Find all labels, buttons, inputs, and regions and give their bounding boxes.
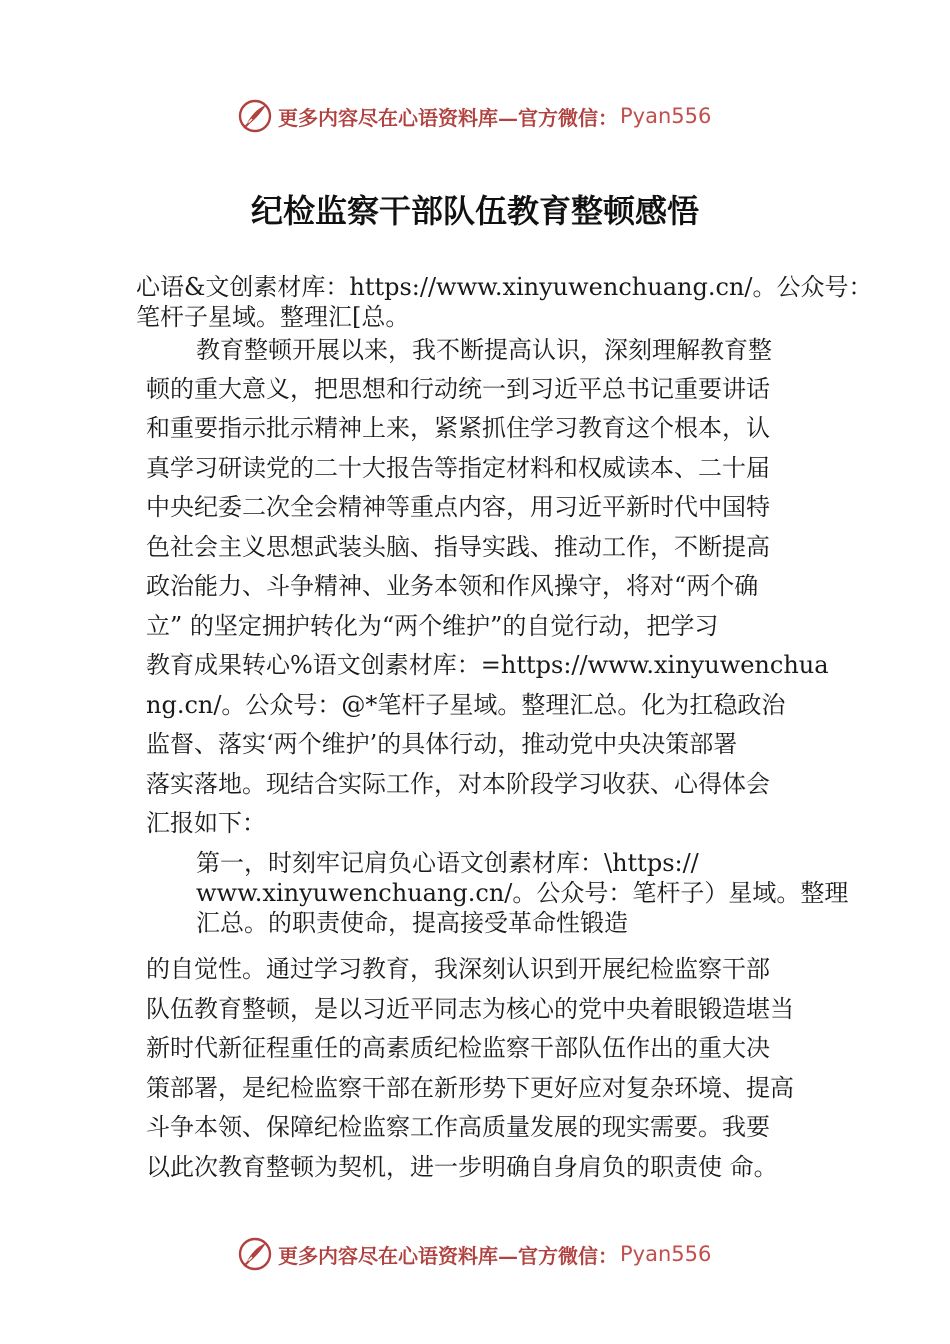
- text-line: 监督、落实‘两个维护’的具体行动，推动党中央决策部署: [146, 730, 738, 758]
- text-line: 以此次教育整顿为契机，进一步明确自身肩负的职责使 命。: [146, 1153, 778, 1181]
- text-line: 立” 的坚定拥护转化为“两个维护”的自觉行动，把学习: [146, 612, 719, 640]
- footer-banner: [238, 1234, 738, 1274]
- text-line: 汇总。的职责使命，提高接受革命性锻造: [196, 909, 628, 937]
- text-line: 和重要指示批示精神上来，紧紧抓住学习教育这个根本，认: [146, 414, 770, 442]
- wechat-id: Pyan556: [620, 104, 712, 128]
- text-line: 新时代新征程重任的高素质纪检监察干部队伍作出的重大决: [146, 1034, 770, 1062]
- text-line: 顿的重大意义，把思想和行动统一到习近平总书记重要讲话: [146, 375, 770, 403]
- text-line: 教育整顿开展以来，我不断提高认识，深刻理解教育整: [196, 336, 772, 364]
- text-line: 中央纪委二次全会精神等重点内容，用习近平新时代中国特: [146, 493, 770, 521]
- page-title: 纪检监察干部队伍教育整顿感悟: [250, 192, 699, 230]
- text-line: 的自觉性。通过学习教育，我深刻认识到开展纪检监察干部: [146, 955, 770, 983]
- text-line: 心语&文创素材库：https://www.xinyuwenchuang.cn/。公众号：: [136, 273, 873, 301]
- text-line: 色社会主义思想武装头脑、指导实践、推动工作，不断提高: [146, 533, 770, 561]
- text-line: 真学习研读党的二十大报告等指定材料和权威读本、二十届: [146, 454, 770, 482]
- text-line: 落实落地。现结合实际工作，对本阶段学习收获、心得体会: [146, 770, 770, 798]
- text-line: www.xinyuwenchuang.cn/。公众号：笔杆子）星域。整理: [196, 879, 849, 907]
- text-line: 队伍教育整顿，是以习近平同志为核心的党中央着眼锻造堪当: [146, 995, 794, 1023]
- text-line: 政治能力、斗争精神、业务本领和作风操守，将对“两个确: [146, 572, 759, 600]
- text-line: 教育成果转心%语文创素材库：=https://www.xinyuwenchua: [146, 651, 829, 679]
- text-line: 第一，时刻牢记肩负心语文创素材库：\https://: [196, 849, 699, 877]
- text-line: 斗争本领、保障纪检监察工作高质量发展的现实需要。我要: [146, 1113, 770, 1141]
- banner-text: 更多内容尽在心语资料库—官方微信：: [278, 1243, 618, 1268]
- text-line: 策部署，是纪检监察干部在新形势下更好应对复杂环境、提高: [146, 1074, 794, 1102]
- banner-text: 更多内容尽在心语资料库—官方微信：: [278, 105, 618, 130]
- text-line: ng.cn/。公众号：@*笔杆子星域。整理汇总。化为扛稳政治: [146, 691, 786, 719]
- header-banner: [238, 96, 738, 136]
- quill-logo-icon: [238, 99, 272, 133]
- text-line: 汇报如下：: [146, 809, 266, 837]
- text-line: 笔杆子星域。整理汇[总。: [136, 303, 410, 331]
- wechat-id: Pyan556: [620, 1242, 712, 1266]
- quill-logo-icon: [238, 1237, 272, 1271]
